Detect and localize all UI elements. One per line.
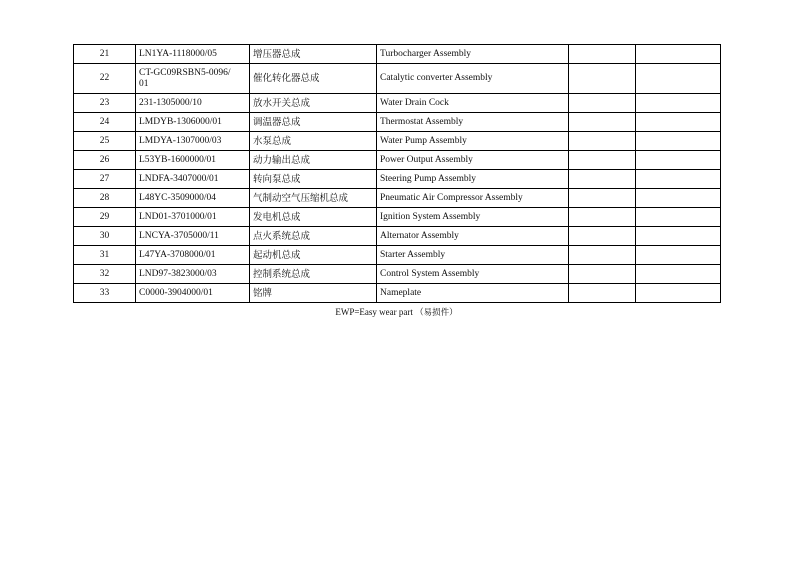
- part-name-en: Catalytic converter Assembly: [377, 64, 569, 94]
- row-number: 22: [74, 64, 136, 94]
- part-name-en: Control System Assembly: [377, 265, 569, 284]
- part-number: L53YB-1600000/01: [136, 151, 250, 170]
- extra-cell-1: [569, 45, 636, 64]
- row-number: 21: [74, 45, 136, 64]
- table-row: [74, 45, 721, 64]
- part-name-en: Water Pump Assembly: [377, 132, 569, 151]
- part-name-cn: 控制系统总成: [250, 265, 377, 284]
- extra-cell-2: [636, 170, 721, 189]
- part-number: LND97-3823000/03: [136, 265, 250, 284]
- extra-cell-1: [569, 170, 636, 189]
- part-name-cn: 转向泵总成: [250, 170, 377, 189]
- part-name-en: Ignition System Assembly: [377, 208, 569, 227]
- row-number: 31: [74, 246, 136, 265]
- part-name-cn: 发电机总成: [250, 208, 377, 227]
- extra-cell-1: [569, 64, 636, 94]
- part-name-cn: 气制动空气压缩机总成: [250, 189, 377, 208]
- footnote-en: EWP=Easy wear part: [335, 307, 413, 317]
- extra-cell-1: [569, 227, 636, 246]
- part-name-en: Alternator Assembly: [377, 227, 569, 246]
- part-name-en: Water Drain Cock: [377, 94, 569, 113]
- part-name-cn: 水泵总成: [250, 132, 377, 151]
- table-row: [74, 284, 721, 303]
- table-row: [74, 227, 721, 246]
- row-number: 24: [74, 113, 136, 132]
- part-name-cn: 点火系统总成: [250, 227, 377, 246]
- part-name-en: Turbocharger Assembly: [377, 45, 569, 64]
- table-row: [74, 246, 721, 265]
- extra-cell-2: [636, 246, 721, 265]
- extra-cell-2: [636, 151, 721, 170]
- part-name-cn: 动力输出总成: [250, 151, 377, 170]
- row-number: 33: [74, 284, 136, 303]
- part-name-en: Starter Assembly: [377, 246, 569, 265]
- extra-cell-1: [569, 113, 636, 132]
- row-number: 25: [74, 132, 136, 151]
- part-number: LNCYA-3705000/11: [136, 227, 250, 246]
- row-number: 23: [74, 94, 136, 113]
- row-number: 27: [74, 170, 136, 189]
- part-number: C0000-3904000/01: [136, 284, 250, 303]
- part-name-en: Steering Pump Assembly: [377, 170, 569, 189]
- parts-table-body: [74, 45, 721, 303]
- extra-cell-1: [569, 189, 636, 208]
- parts-table: [73, 44, 721, 303]
- part-number: LNDFA-3407000/01: [136, 170, 250, 189]
- extra-cell-2: [636, 64, 721, 94]
- table-row: [74, 208, 721, 227]
- row-number: 29: [74, 208, 136, 227]
- part-name-cn: 调温器总成: [250, 113, 377, 132]
- extra-cell-1: [569, 265, 636, 284]
- part-number: CT-GC09RSBN5-0096/ 01: [136, 64, 250, 94]
- table-row: [74, 265, 721, 284]
- table-row: [74, 189, 721, 208]
- table-row: [74, 170, 721, 189]
- extra-cell-2: [636, 94, 721, 113]
- table-row: [74, 113, 721, 132]
- extra-cell-2: [636, 284, 721, 303]
- table-row: [74, 151, 721, 170]
- footnote: [0, 306, 793, 318]
- row-number: 32: [74, 265, 136, 284]
- part-name-en: Thermostat Assembly: [377, 113, 569, 132]
- table-row: [74, 132, 721, 151]
- part-number: LN1YA-1118000/05: [136, 45, 250, 64]
- part-name-cn: 催化转化器总成: [250, 64, 377, 94]
- part-number: LMDYA-1307000/03: [136, 132, 250, 151]
- extra-cell-2: [636, 45, 721, 64]
- extra-cell-1: [569, 94, 636, 113]
- part-number: LMDYB-1306000/01: [136, 113, 250, 132]
- part-name-en: Power Output Assembly: [377, 151, 569, 170]
- footnote-cn: （易损件）: [415, 308, 458, 318]
- part-number: 231-1305000/10: [136, 94, 250, 113]
- extra-cell-1: [569, 132, 636, 151]
- extra-cell-1: [569, 151, 636, 170]
- part-name-cn: 铭牌: [250, 284, 377, 303]
- row-number: 30: [74, 227, 136, 246]
- extra-cell-2: [636, 132, 721, 151]
- part-number: L48YC-3509000/04: [136, 189, 250, 208]
- part-name-cn: 起动机总成: [250, 246, 377, 265]
- table-row: [74, 94, 721, 113]
- extra-cell-2: [636, 227, 721, 246]
- extra-cell-2: [636, 189, 721, 208]
- extra-cell-1: [569, 246, 636, 265]
- part-name-en: Pneumatic Air Compressor Assembly: [377, 189, 569, 208]
- part-name-en: Nameplate: [377, 284, 569, 303]
- extra-cell-2: [636, 208, 721, 227]
- row-number: 26: [74, 151, 136, 170]
- extra-cell-1: [569, 208, 636, 227]
- table-row: [74, 64, 721, 94]
- extra-cell-1: [569, 284, 636, 303]
- extra-cell-2: [636, 265, 721, 284]
- part-name-cn: 增压器总成: [250, 45, 377, 64]
- part-number: LND01-3701000/01: [136, 208, 250, 227]
- extra-cell-2: [636, 113, 721, 132]
- part-name-cn: 放水开关总成: [250, 94, 377, 113]
- row-number: 28: [74, 189, 136, 208]
- part-number: L47YA-3708000/01: [136, 246, 250, 265]
